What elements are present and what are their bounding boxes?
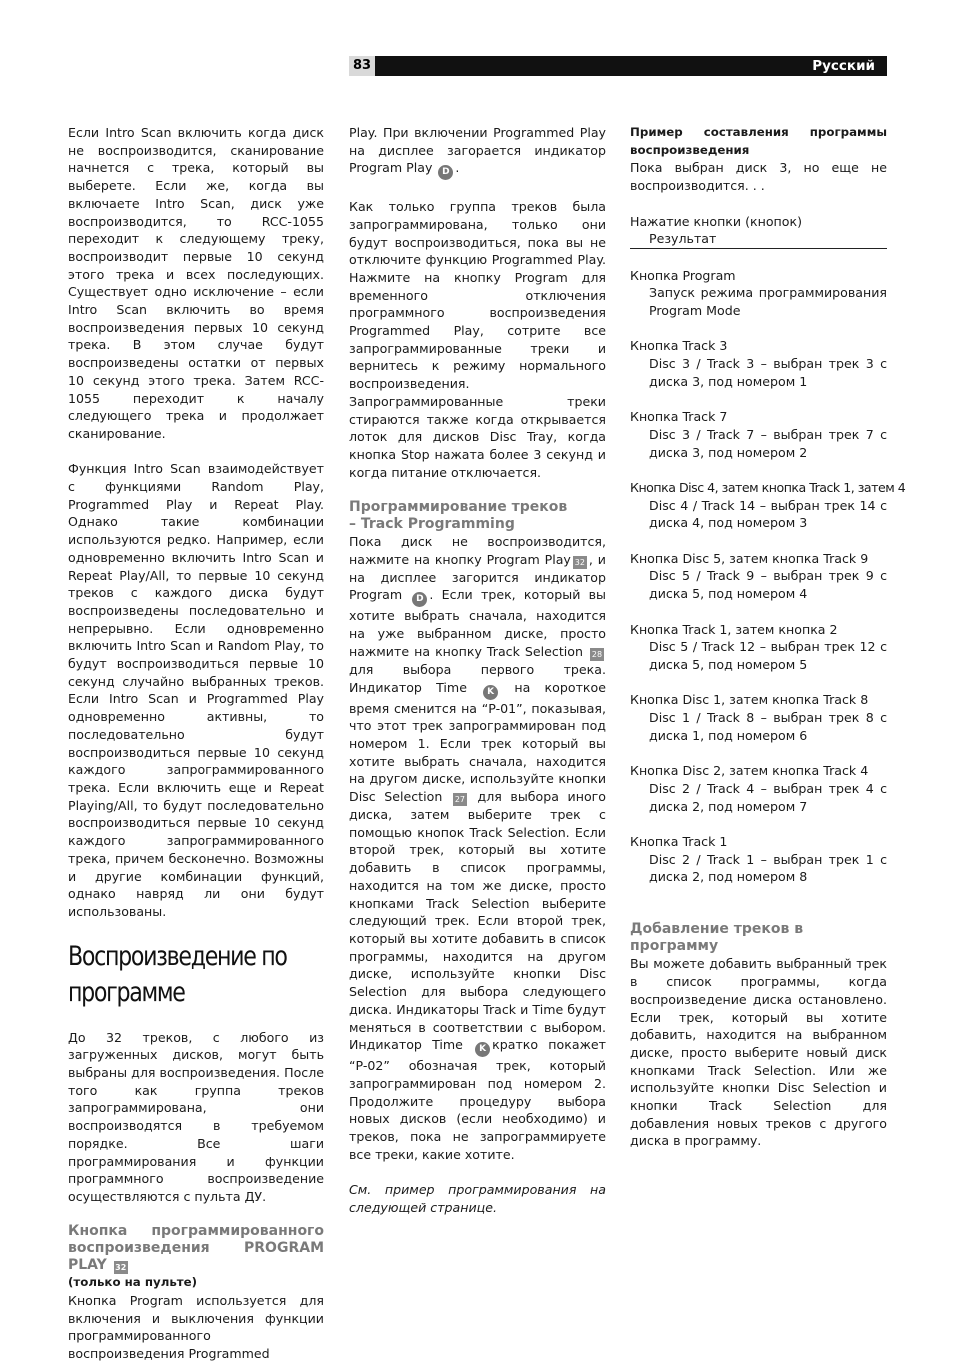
subheading-note: (только на пульте) [68,1275,198,1290]
subheading: Добавление треков в программу [630,921,804,955]
example-column-head-1: Нажатие кнопки (кнопок) [630,213,803,229]
example-step [630,762,887,815]
example-step [630,621,887,674]
indicator-d-icon: D [438,165,453,180]
subheading-text: Кнопка программированного воспроизведения PROGRAM PLAY [68,1223,324,1274]
paragraph: Пока диск не воспроизводится, нажмите на кнопку Program Play 32 , и на дисплее загорится индикатор Program D . Если трек, который вы хотите выбрать сначала, находится на уже выбранном диске, просто нажмите на кнопку Track Selection 28 для выбора первого трека. Индикатор Time K на короткое время сменится на “P-01”, показывая, что этот трек запрограммирован под номером 1. Если трек который вы хотите выбрать сначала, находится на другом диске, используйте кнопки Disc Selection 27 для выбора иного диска, затем выберите трек с помощью кнопок Track Selection. Если второй трек, который вы хотите добавить в список программы, находится на том же диске, просто кнопками Track Selection выберите следующий трек. Если второй трек, который вы хотите добавить в список программы, находится на другом диске, используйте кнопки Disc Selection для выбора следующего диска. Индикаторы Track и Time будут меняться в соответствии с выбором. Индикатор Time K кратко покажет “P-02” обозначая трек, который запрограммирован под номером 2. Продолжите процедуру выбора новых дисков (если необходимо) и треков, пока не запрограммируете все треки, какие хотите. [349,534,606,1162]
example-step [630,833,887,886]
subheading [68,1223,324,1274]
paragraph: До 32 треков, с любого из загруженных дисков, могут быть выбраны для воспроизведения. После того как группа треков запрограммирована, они воспроизводятся в требуемом порядке. Все шаги программирования и функции программного воспроизведение осуществляются с пульта ДУ. [68,1029,324,1204]
example-step-button: Кнопка Track 3 [630,338,728,354]
example-step-result: Disc 2 / Track 4 – выбран трек 4 с диска 2, под номером 7 [649,780,887,814]
example-step-result: Disc 1 / Track 8 – выбран трек 8 с диска 1, под номером 6 [649,710,887,743]
button-32-icon: 32 [115,1263,127,1273]
example-step-result: Disc 2 / Track 1 – выбран трек 1 с диска 2, под номером 8 [649,851,887,885]
subheading: Программирование треков – Track Programming [349,499,568,533]
indicator-k-icon: K [475,1042,490,1057]
button-28-icon: 28 [591,649,603,659]
example-step [630,550,887,603]
column-1 [68,124,324,1363]
example-step-button: Кнопка Track 7 [630,409,728,425]
header-bar [349,56,887,76]
section-title-line: Воспроизведение по [68,940,287,972]
column-2 [349,124,606,1217]
example-step-result: Disc 4 / Track 14 – выбран трек 14 с диска 4, под номером 3 [649,497,887,531]
indicator-d-icon: D [412,592,427,607]
button-32-icon: 32 [574,557,585,567]
example-step-button: Кнопка Track 1, затем кнопка 2 [630,621,838,637]
example-step-result: Disc 3 / Track 7 – выбран трек 7 с диска 3, под номером 2 [649,426,887,460]
example-step [630,691,887,744]
section-title-line: программе [68,976,185,1008]
paragraph: Play. При включении Programmed Play на дисплее загорается индикатор Program Play D . [349,124,606,180]
paragraph: Кнопка Program используется для включения и выключения функции программированного воспроизведения Programmed [68,1293,324,1362]
example-step-result: Запуск режима программирования Program Mode [649,285,887,318]
example-step-result: Disc 5 / Track 9 – выбран трек 9 с диска 5, под номером 4 [649,568,887,602]
example-step [630,479,906,532]
example-step-button: Кнопка Disc 2, затем кнопка Track 4 [630,763,869,779]
example-step [630,267,887,320]
section-title [68,939,287,1011]
example-step-button: Кнопка Disc 4, затем кнопка Track 1, затем 4 [630,479,906,495]
example-column-head-2: Результат [630,230,887,249]
column-3 [630,124,906,1150]
language-label: Русский [812,58,875,74]
example-step-button: Кнопка Disc 1, затем кнопка Track 8 [630,692,869,708]
example-step-result: Disc 5 / Track 12 – выбран трек 12 с диска 5, под номером 5 [649,639,887,672]
example-step [630,408,887,461]
example-step-button: Кнопка Track 1 [630,833,728,849]
example-intro: Пока выбран диск 3, но еще не воспроизводится. . . [630,160,887,194]
paragraph: Если Intro Scan включить когда диск не воспроизводится, сканирование начнется с трека, который вы выберете. Если же, когда вы включаете Intro Scan, диск уже воспроизводится, то RCC-1055 переходит к следующему треку, воспроизводит первые 10 секунд этого трека и всех последующих. Существует одно исключение – если Intro Scan включить во время воспроизведения первых 10 секунд трека. В этом случае будут воспроизведены остатки от первых 10 секунд этого трека. Затем RCC-1055 переходит к началу следующего трека и продолжает сканирование. [68,125,324,441]
paragraph: Вы можете добавить выбранный трек в список программы, когда воспроизведение диска остановлено. Если трек, который вы хотите добавить, находится на выбранном диске, просто выберите новый диск кнопками Track Selection. Или же используйте кнопки Disc Selection и кнопки Track Selection для добавления новых треков с другого диска в программу. [630,956,887,1149]
example-title: Пример составления программы воспроизведения [630,125,887,157]
example-step-button: Кнопка Program [630,267,736,283]
example-steps [630,267,906,886]
indicator-k-icon: K [483,685,498,700]
page-number: 83 [349,56,375,76]
paragraph: Как только группа треков была запрограммирована, только они будут воспроизводиться, пока вы не отключите функцию Programmed Play. Нажмите на кнопку Program для временного отключения программного воспроизведения Programmed Play, сотрите все запрограммированные треки и вернитесь к режиму нормального воспроизведения. Запрограммированные треки стираются также когда открывается лоток для дисков Disc Tray, когда кнопка Stop нажата более 3 секунд и когда питание отключается. [349,199,606,480]
example-step [630,337,887,390]
paragraph: Функция Intro Scan взаимодействует с функциями Random Play, Programmed Play и Repeat Play. Однако такие комбинации используются редко. Например, если одновременно включить Intro Scan и Repeat Play/All, то первые 10 секунд треков с каждого диска будут воспроизведены последовательно и непрерывно. Если одновременно включить Intro Scan и Random Play, то будут воспроизводиться первые 10 секунд случайно выбранных треков. Если Intro Scan и Programmed Play одновременно активны, то последовательно будут воспроизводиться первые 10 секунд каждого запрограммированного трека. Если включить еще и Repeat Playing/All, то будут последовательно воспроизводиться первые 10 секунд каждого запрограммированного трека, причем бесконечно. Возможны и другие комбинации функций, однако навряд ли они будут использованы. [68,461,324,919]
example-step-result: Disc 3 / Track 3 – выбран трек 3 с диска 3, под номером 1 [649,356,887,389]
example-step-button: Кнопка Disc 5, затем кнопка Track 9 [630,550,869,566]
button-27-icon: 27 [454,795,465,805]
paragraph: См. пример программирования на следующей странице. [349,1182,606,1215]
